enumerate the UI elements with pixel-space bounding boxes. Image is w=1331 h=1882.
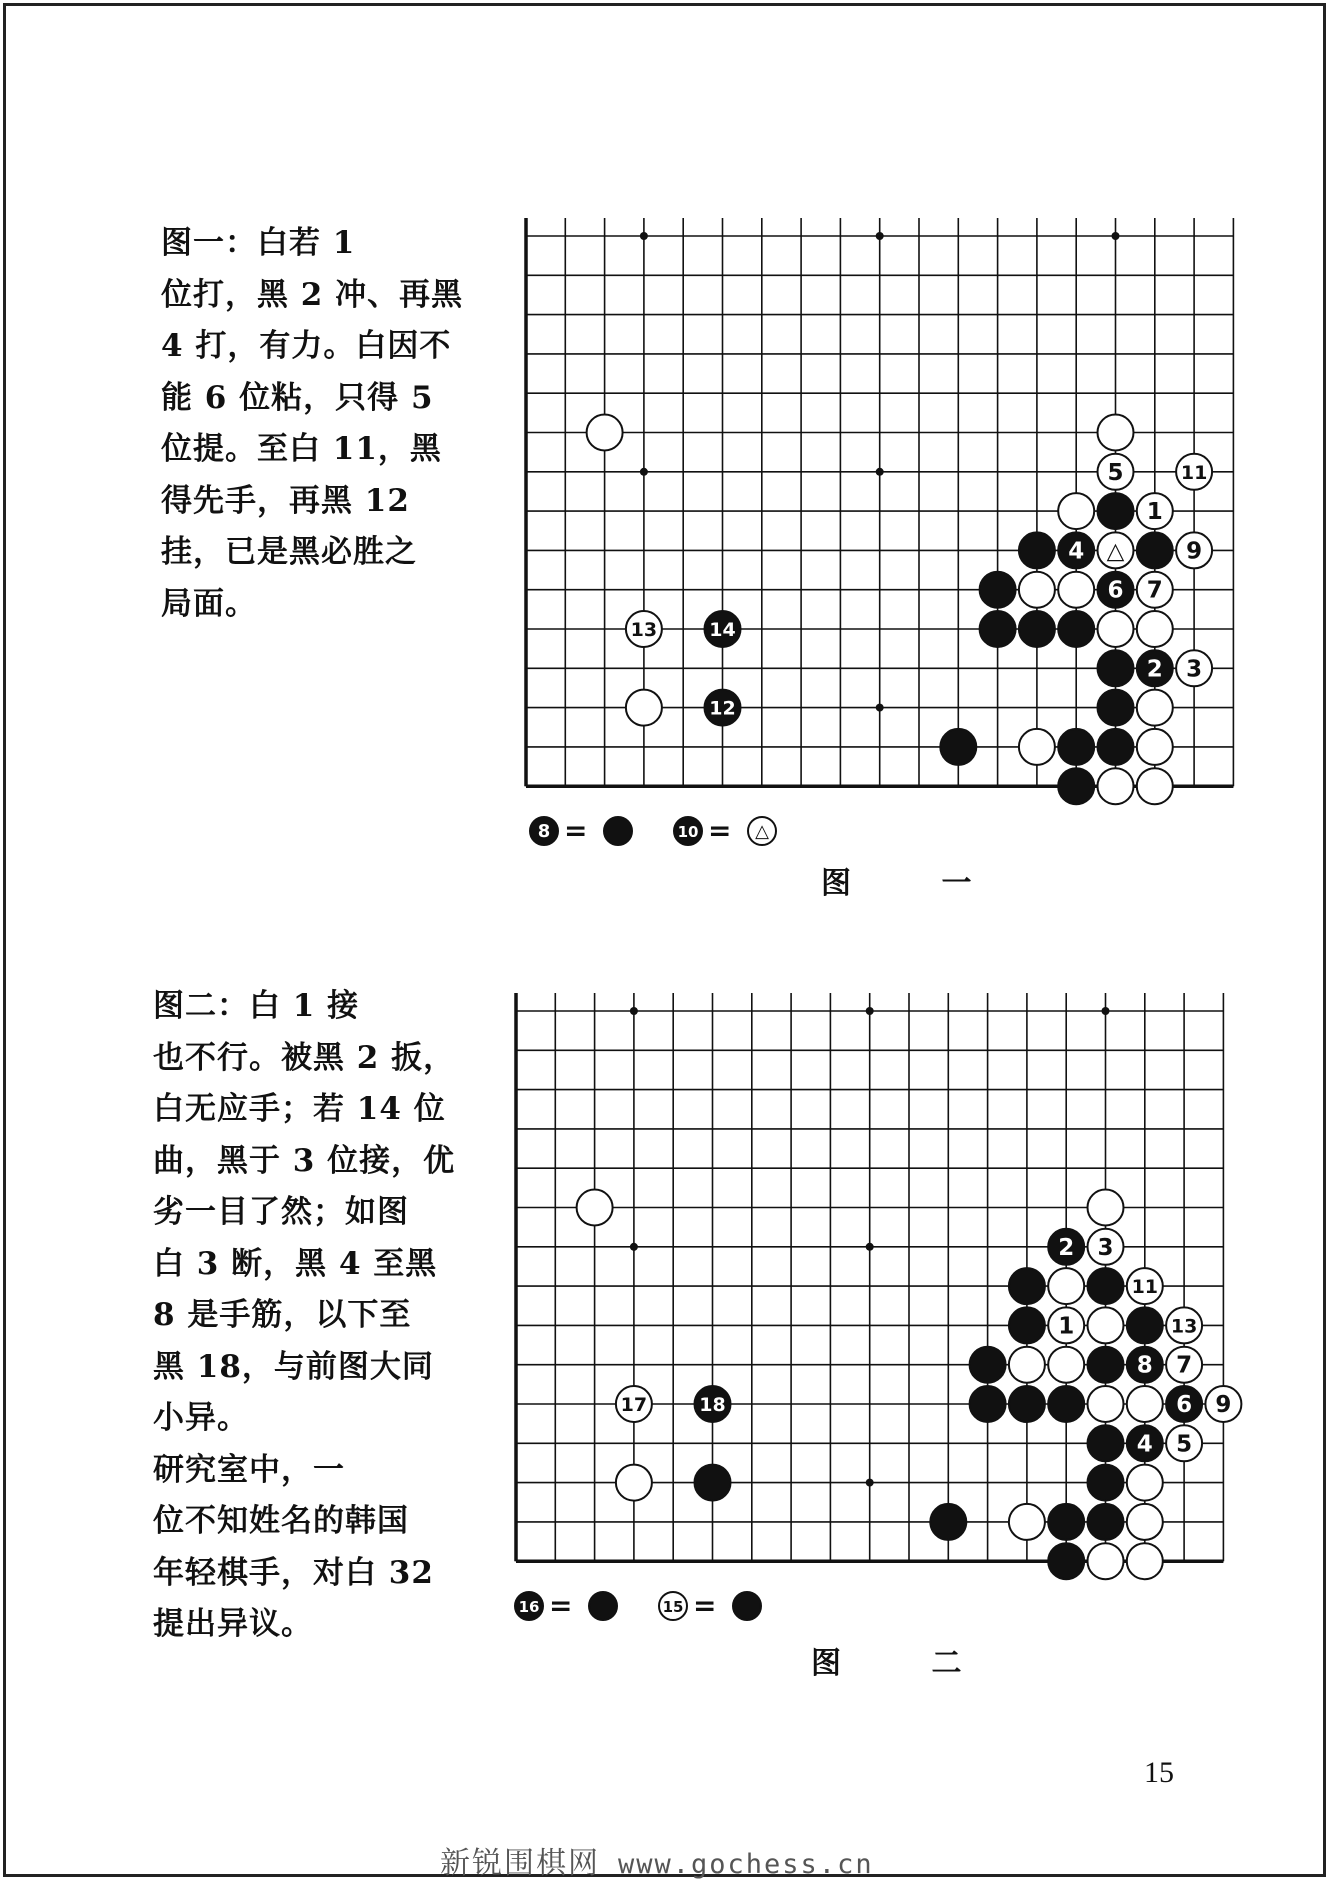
diagram-1-note-equals: = bbox=[708, 814, 732, 847]
diagram-2-black-stone bbox=[1088, 1504, 1124, 1540]
diagram-2-note-equals: = bbox=[693, 1589, 717, 1622]
go-diagram-1 bbox=[521, 216, 1241, 816]
diagram-1-black-stone bbox=[1019, 532, 1055, 568]
diagram-2-stone-label: 13 bbox=[1170, 1315, 1198, 1338]
diagram-1-black-stone bbox=[1098, 690, 1134, 726]
diagram-2-star-point bbox=[866, 1007, 874, 1015]
diagram-2-white-stone bbox=[1009, 1504, 1045, 1540]
diagram-2-note-label: 16 bbox=[518, 1598, 540, 1616]
diagram-1-white-stone bbox=[626, 690, 662, 726]
diagram-1-stone-label: 4 bbox=[1068, 538, 1085, 565]
diagram-1-star-point bbox=[640, 468, 648, 476]
paragraph-3-text: 研究室中，一 位不知姓名的韩国 年轻棋手，对白 32 提出异议。 bbox=[153, 1451, 434, 1642]
diagram-2-white-stone bbox=[1088, 1386, 1124, 1422]
footer-watermark bbox=[440, 1838, 874, 1882]
diagram-2-black-stone bbox=[1048, 1504, 1084, 1540]
diagram-2-white-stone bbox=[1088, 1190, 1124, 1226]
diagram-2-black-stone bbox=[1009, 1268, 1045, 1304]
diagram-1-stone-label: 14 bbox=[709, 619, 736, 641]
diagram-2-black-stone bbox=[1088, 1425, 1124, 1461]
diagram-2-star-point bbox=[630, 1007, 638, 1015]
diagram-2-white-stone bbox=[1127, 1465, 1163, 1501]
diagram-2-star-point bbox=[866, 1479, 874, 1487]
footer-site-name: 新锐围棋网 bbox=[440, 1846, 600, 1881]
diagram-2-star-point bbox=[866, 1243, 874, 1251]
diagram-1-white-stone bbox=[1098, 611, 1134, 647]
diagram-1-stone-label: 2 bbox=[1146, 656, 1163, 683]
diagram-1-star-point bbox=[876, 468, 884, 476]
diagram-2-star-point bbox=[630, 1243, 638, 1251]
diagram-1-white-stone bbox=[587, 415, 623, 451]
diagram-2-stone-label: 11 bbox=[1131, 1276, 1159, 1299]
diagram-2-stone-label: 3 bbox=[1097, 1234, 1114, 1261]
diagram-1-white-stone bbox=[1098, 768, 1134, 804]
diagram-2-black-stone bbox=[695, 1465, 731, 1501]
diagram-1-note-stone bbox=[604, 817, 632, 845]
diagram-1-black-stone bbox=[1098, 650, 1134, 686]
diagram-1-black-stone bbox=[1098, 493, 1134, 529]
diagram-2-black-stone bbox=[1048, 1543, 1084, 1579]
diagram-2-stone-label: 18 bbox=[699, 1394, 726, 1416]
diagram-1-stone-label: 3 bbox=[1186, 656, 1203, 683]
page-number: 15 bbox=[1144, 1756, 1174, 1789]
diagram-1-white-stone bbox=[1137, 729, 1173, 765]
diagram-2-black-stone bbox=[970, 1386, 1006, 1422]
diagram-1-white-stone bbox=[1058, 572, 1094, 608]
diagram-1-star-point bbox=[640, 232, 648, 240]
diagram-1-stone-label: 11 bbox=[1180, 461, 1208, 484]
diagram-1-stone-label: 1 bbox=[1146, 499, 1163, 526]
diagram-2-stone-label: 8 bbox=[1136, 1352, 1153, 1379]
diagram-1-white-stone bbox=[1098, 415, 1134, 451]
diagram-2-black-stone bbox=[1088, 1268, 1124, 1304]
diagram-2-stone-label: 1 bbox=[1058, 1313, 1075, 1340]
paragraph-1-text: 图一：白若 1 位打，黑 2 冲、再黑 4 打，有力。白因不 能 6 位粘，只得 5 位提。至白 11，黑 得先手，再黑 12 挂，已是黑必胜之 局面。 bbox=[161, 225, 464, 622]
diagram-2-stone-label: 5 bbox=[1176, 1431, 1193, 1458]
diagram-1-note-label: 8 bbox=[537, 821, 551, 842]
diagram-1-stone-label: 9 bbox=[1186, 538, 1203, 565]
diagram-2-black-stone bbox=[1009, 1307, 1045, 1343]
diagram-1-white-stone bbox=[1137, 690, 1173, 726]
diagram-2-white-stone bbox=[1088, 1543, 1124, 1579]
diagram-1-black-stone bbox=[1058, 611, 1094, 647]
diagram-1-black-stone bbox=[1098, 729, 1134, 765]
diagram-2-stone-label: 7 bbox=[1176, 1352, 1193, 1379]
diagram-2-white-stone bbox=[1009, 1347, 1045, 1383]
diagram-2-note bbox=[511, 1586, 791, 1626]
diagram-2-black-stone bbox=[970, 1347, 1006, 1383]
diagram-2-note-stone bbox=[733, 1592, 761, 1620]
diagram-2-stone-label: 6 bbox=[1176, 1392, 1193, 1418]
commentary-paragraph-1 bbox=[161, 218, 471, 630]
diagram-1-stone-label: 13 bbox=[630, 619, 658, 641]
diagram-1-black-stone bbox=[980, 611, 1016, 647]
diagram-1-stone-label: 6 bbox=[1107, 577, 1124, 604]
diagram-1-stone-label: △ bbox=[1106, 538, 1125, 565]
diagram-2-white-stone bbox=[1088, 1307, 1124, 1343]
diagram-1-white-stone bbox=[1019, 729, 1055, 765]
diagram-2-note-stone bbox=[589, 1592, 617, 1620]
diagram-1-note-label: △ bbox=[755, 821, 769, 842]
diagram-2-black-stone bbox=[1048, 1386, 1084, 1422]
diagram-2-black-stone bbox=[1088, 1347, 1124, 1383]
diagram-1-star-point bbox=[1112, 232, 1120, 240]
diagram-2-caption: 图 二 bbox=[811, 1646, 1002, 1681]
diagram-2-note-equals: = bbox=[549, 1589, 573, 1622]
diagram-1-black-stone bbox=[1058, 768, 1094, 804]
diagram-2-white-stone bbox=[1127, 1543, 1163, 1579]
diagram-1-star-point bbox=[876, 232, 884, 240]
diagram-1-note-equals: = bbox=[564, 814, 588, 847]
diagram-2-black-stone bbox=[930, 1504, 966, 1540]
diagram-2-stone-label: 2 bbox=[1058, 1234, 1075, 1261]
diagram-2-black-stone bbox=[1127, 1307, 1163, 1343]
diagram-2-note-label: 15 bbox=[662, 1598, 684, 1616]
diagram-2-stone-label: 9 bbox=[1215, 1392, 1232, 1418]
diagram-1-black-stone bbox=[940, 729, 976, 765]
diagram-1-stone-label: 7 bbox=[1146, 577, 1163, 604]
diagram-1-black-stone bbox=[1019, 611, 1055, 647]
diagram-1-stone-label: 12 bbox=[709, 697, 736, 720]
diagram-1-white-stone bbox=[1058, 493, 1094, 529]
diagram-1-star-point bbox=[876, 704, 884, 712]
diagram-1-note bbox=[526, 811, 806, 851]
diagram-1-note-label: 10 bbox=[677, 823, 699, 841]
diagram-2-white-stone bbox=[616, 1465, 652, 1501]
diagram-2-white-stone bbox=[1048, 1347, 1084, 1383]
diagram-1-black-stone bbox=[1058, 729, 1094, 765]
diagram-2-black-stone bbox=[1009, 1386, 1045, 1422]
diagram-1-black-stone bbox=[1137, 532, 1173, 568]
diagram-2-stone-label: 4 bbox=[1136, 1431, 1153, 1458]
diagram-2-white-stone bbox=[577, 1190, 613, 1226]
diagram-1-white-stone bbox=[1019, 572, 1055, 608]
diagram-2-star-point bbox=[1102, 1007, 1110, 1015]
commentary-paragraph-2 bbox=[153, 981, 463, 1651]
diagram-1-black-stone bbox=[980, 572, 1016, 608]
diagram-1-white-stone bbox=[1137, 768, 1173, 804]
diagram-1-caption: 图 一 bbox=[821, 866, 1012, 901]
diagram-1-stone-label: 5 bbox=[1107, 459, 1124, 486]
book-page bbox=[3, 3, 1326, 1877]
diagram-2-stone-label: 17 bbox=[620, 1394, 648, 1416]
go-diagram-2 bbox=[511, 991, 1231, 1591]
paragraph-2-text: 图二：白 1 接 也不行。被黑 2 扳， 白无应手；若 14 位 曲，黑于 3 位接，优 劣一目了然；如图 白 3 断，黑 4 至黑 8 是手筋，以下至 黑 18，与前图大同 小异。 bbox=[153, 988, 456, 1436]
diagram-2-white-stone bbox=[1127, 1504, 1163, 1540]
diagram-2-black-stone bbox=[1088, 1465, 1124, 1501]
diagram-2-white-stone bbox=[1127, 1386, 1163, 1422]
diagram-2-white-stone bbox=[1048, 1268, 1084, 1304]
footer-url: www.gochess.cn bbox=[618, 1849, 874, 1880]
diagram-1-white-stone bbox=[1137, 611, 1173, 647]
